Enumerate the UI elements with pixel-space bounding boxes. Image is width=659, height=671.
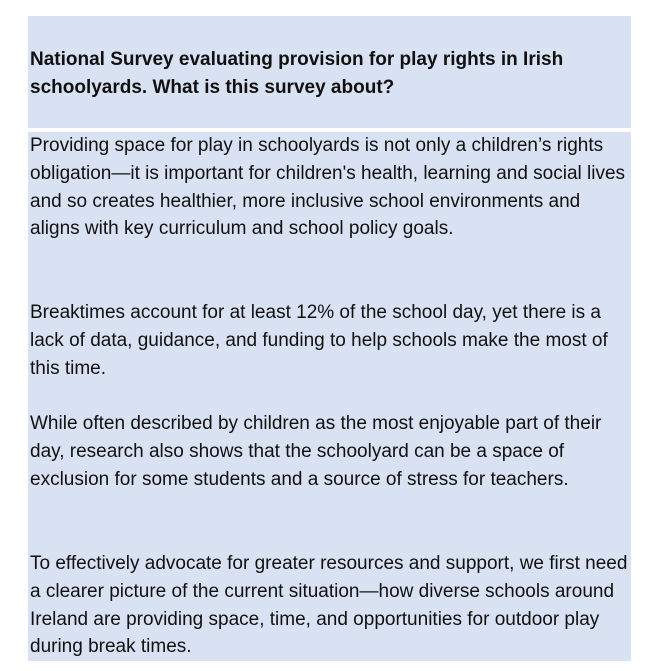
survey-description-panel bbox=[28, 132, 631, 661]
survey-header-panel bbox=[28, 16, 631, 128]
paragraph-play-rights: Providing space for play in schoolyards is not only a children’s rights obligation—it is important for children's health, learning and social lives and so creates healthier, more inclusive school environments and aligns with key curriculum and school policy goals. bbox=[30, 135, 626, 240]
paragraph-advocacy: To effectively advocate for greater resources and support, we first need a clearer picture of the current situation—how diverse schools around Ireland are providing space, time, and opportunities for outdoor play during break times. bbox=[30, 553, 628, 658]
survey-title: National Survey evaluating provision for play rights in Irish schoolyards. What is this survey about? bbox=[30, 49, 564, 98]
paragraph-schoolyard-exclusion: While often described by children as the most enjoyable part of their day, research also shows that the schoolyard can be a space of exclusion for some students and a source of stress for teachers. bbox=[30, 413, 602, 490]
paragraph-breaktimes: Breaktimes account for at least 12% of the school day, yet there is a lack of data, guidance, and funding to help schools make the most of this time. bbox=[30, 302, 608, 379]
